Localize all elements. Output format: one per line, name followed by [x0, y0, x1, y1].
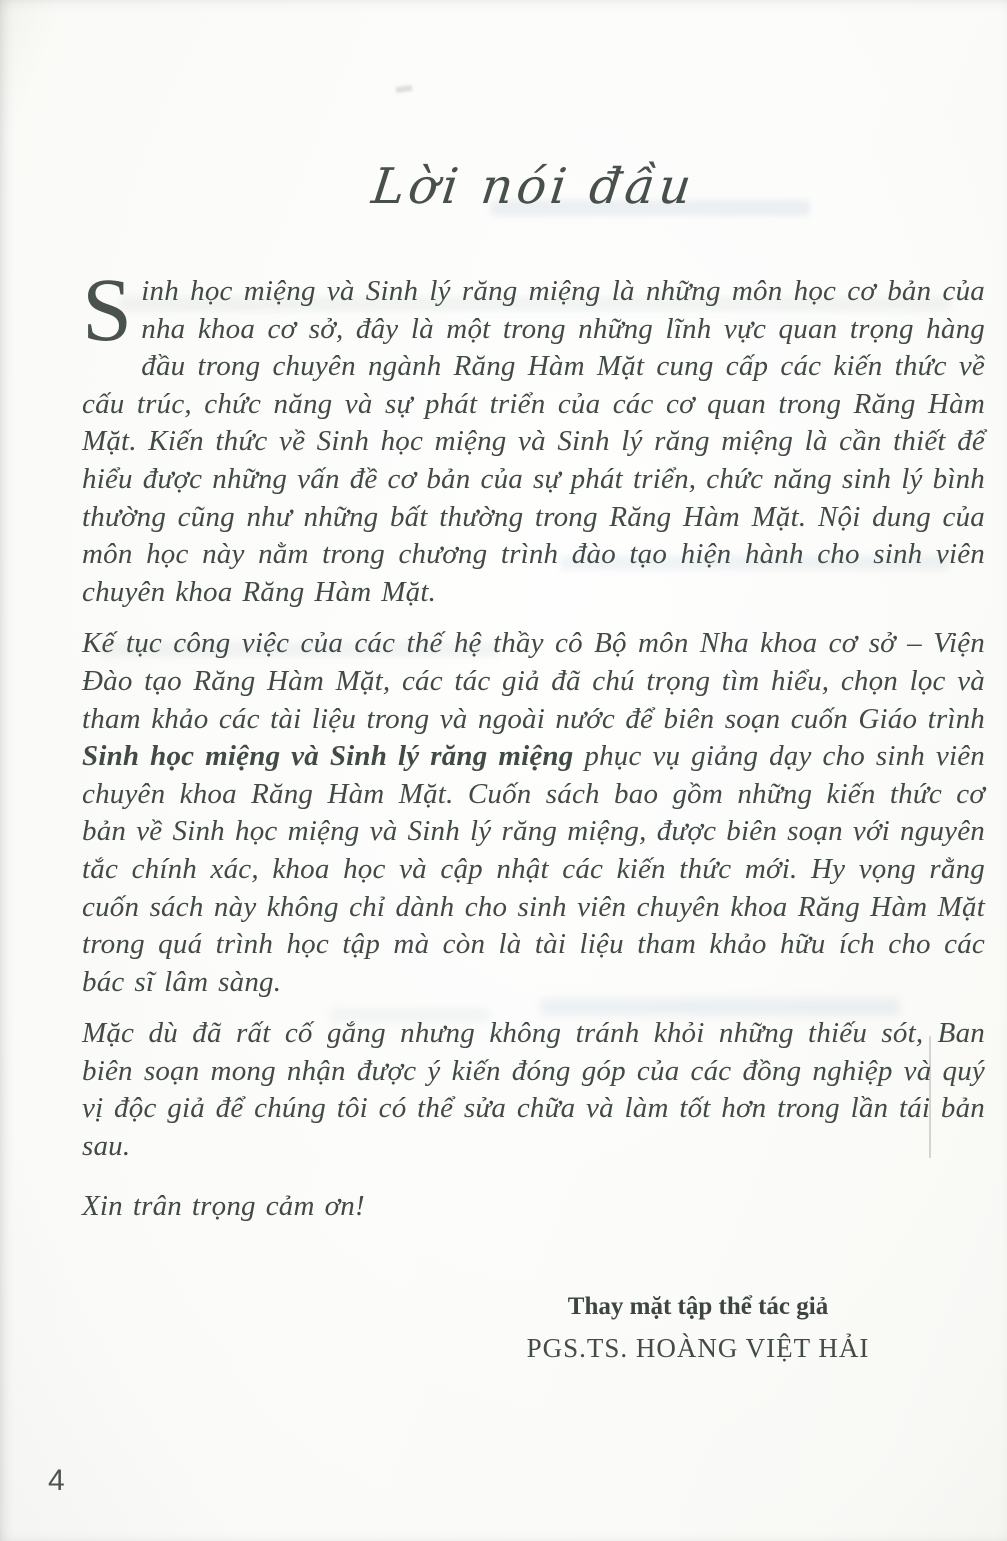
signature-name: PGS.TS. HOÀNG VIỆT HẢI	[526, 1333, 870, 1364]
paragraph-thanks: Xin trân trọng cảm ơn!	[82, 1189, 365, 1222]
signature-role: Thay mặt tập thể tác giả	[567, 1293, 829, 1321]
scan-smudge-artifact	[396, 85, 413, 93]
paragraph-authors-text-pre: Kế tục công việc của các thế hệ thầy cô Bộ môn Nha khoa cơ sở – Viện Đào tạo Răng Hàm Mặt, các tác giả đã chú trọng tìm hiểu, chọn lọc và tham khảo các tài liệu trong và ngoài nước để biên soạn cuốn Giáo trình	[82, 627, 985, 735]
book-title-emphasis: Sinh học miệng và Sinh lý răng miệng	[82, 740, 574, 773]
paragraph-authors	[82, 625, 985, 1001]
page-number: 4	[48, 1464, 65, 1497]
paragraph-authors-text-post: phục vụ giảng dạy cho sinh viên chuyên khoa Răng Hàm Mặt. Cuốn sách bao gồm những kiến thức cơ bản về Sinh học miệng và Sinh lý răng miệng, được biên soạn với nguyên tắc chính xác, khoa học và cập nhật các kiến thức mới. Hy vọng rằng cuốn sách này không chỉ dành cho sinh viên chuyên khoa Răng Hàm Mặt trong quá trình học tập mà còn là tài liệu tham khảo hữu ích cho các bác sĩ lâm sàng.	[82, 740, 985, 998]
paragraph-intro	[82, 261, 985, 611]
page-content	[82, 158, 985, 1369]
page-title: Lời nói đầu	[368, 158, 699, 215]
dropcap-letter: S	[82, 261, 133, 360]
paragraph-intro-text: inh học miệng và Sinh lý răng miệng là những môn học cơ bản của nha khoa cơ sở, đây là một trong những lĩnh vực quan trọng hàng đầu trong chuyên ngành Răng Hàm Mặt cung cấp các kiến thức về cấu trúc, chức năng và sự phát triển của các cơ quan trong Răng Hàm Mặt. Kiến thức về Sinh học miệng và Sinh lý răng miệng là cần thiết để hiểu được những vấn đề cơ bản của sự phát triển, chức năng sinh lý bình thường cũng như những bất thường trong Răng Hàm Mặt. Nội dung của môn học này nằm trong chương trình đào tạo hiện hành cho sinh viên chuyên khoa Răng Hàm Mặt.	[82, 275, 985, 608]
signature-block	[483, 1287, 913, 1369]
paragraph-apology: Mặc dù đã rất cố gắng nhưng không tránh khỏi những thiếu sót, Ban biên soạn mong nhận được ý kiến đóng góp của các đồng nghiệp và quý vị độc giả để chúng tôi có thể sửa chữa và làm tốt hơn trong lần tái bản sau.	[82, 1017, 985, 1163]
